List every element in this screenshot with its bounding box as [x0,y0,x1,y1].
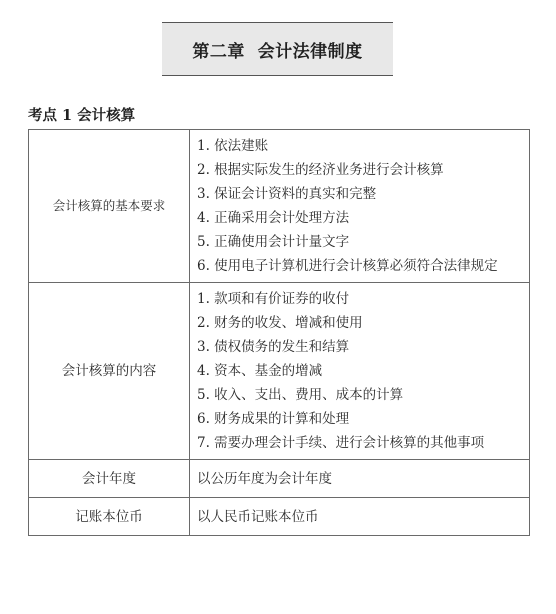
list-item: 3. 保证会计资料的真实和完整 [197,186,377,202]
list-item: 3. 债权债务的发生和结算 [197,339,350,355]
chapter-title-box [162,22,393,76]
table-row-currency [29,498,530,536]
list-item: 2. 根据实际发生的经济业务进行会计核算 [197,162,444,178]
table-row-content [29,283,530,460]
list-item: 7. 需要办理会计手续、进行会计核算的其他事项 [197,435,485,451]
list-item: 6. 使用电子计算机进行会计核算必须符合法律规定 [197,258,498,274]
list-item: 以人民币记账本位币 [197,508,319,525]
row-label-content: 会计核算的内容 [29,283,190,460]
row-content-basic-requirements [190,130,530,283]
table-row-fiscal-year [29,460,530,498]
list-item: 6. 财务成果的计算和处理 [197,411,350,427]
chapter-title: 第二章 会计法律制度 [192,41,363,62]
row-label-basic-requirements: 会计核算的基本要求 [29,130,190,283]
table-row-basic-requirements [29,130,530,283]
list-item: 以公历年度为会计年度 [197,470,332,487]
key-points-table [28,129,530,536]
list-item: 2. 财务的收发、增减和使用 [197,315,363,331]
section-title: 考点 1 会计核算 [28,107,136,124]
row-content-content [190,283,530,460]
row-content-fiscal-year [190,460,530,498]
row-label-currency: 记账本位币 [29,498,190,536]
list-item: 5. 正确使用会计计量文字 [197,234,350,250]
list-item: 5. 收入、支出、费用、成本的计算 [197,387,404,403]
row-content-currency [190,498,530,536]
list-item: 1. 款项和有价证券的收付 [197,291,350,307]
row-label-fiscal-year: 会计年度 [29,460,190,498]
list-item: 1. 依法建账 [197,138,269,154]
list-item: 4. 正确采用会计处理方法 [197,210,350,226]
list-item: 4. 资本、基金的增减 [197,363,323,379]
